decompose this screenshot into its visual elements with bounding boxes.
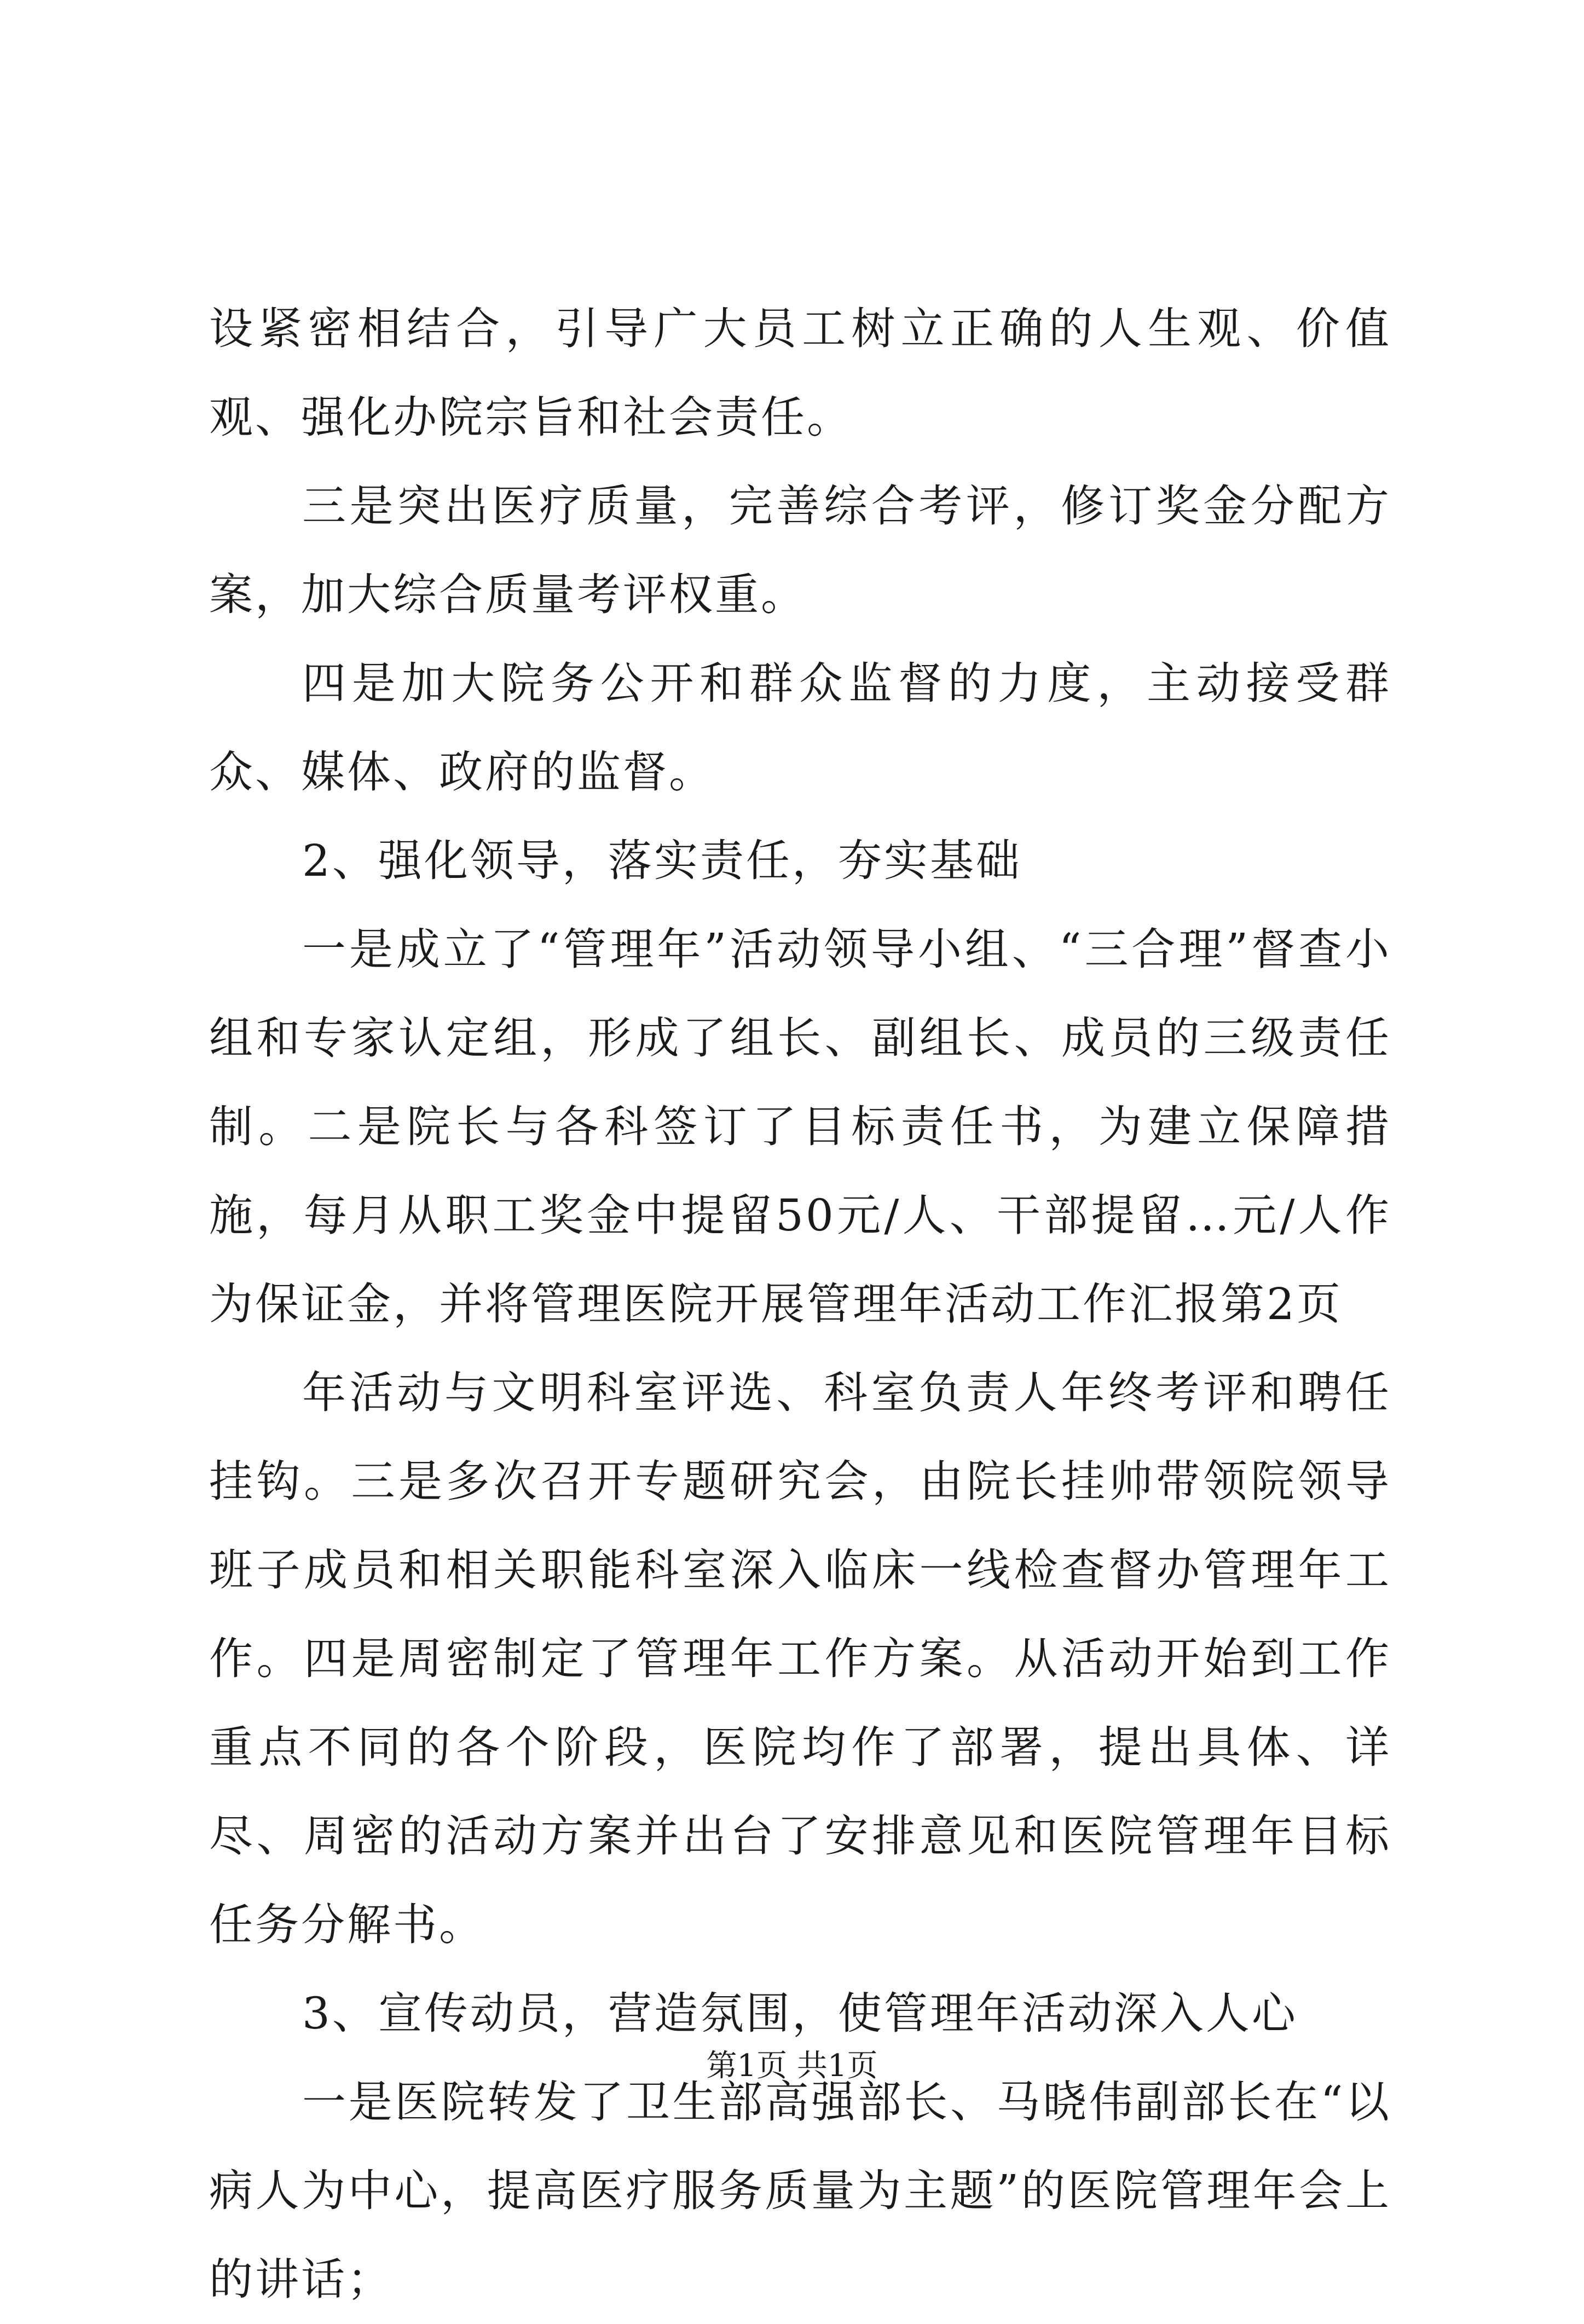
section-heading: 2、强化领导，落实责任，夯实基础 bbox=[302, 835, 1022, 886]
paragraph: 年活动与文明科室评选、科室负责人年终考评和聘任挂钩。三是多次召开专题研究会，由院长挂帅带领院领导班子成员和相关职能科室深入临床一线检查督办管理年工作。四是周密制定了管理年工作方案。从活动开始到工作重点不同的各个阶段，医院均作了部署，提出具体、详尽、周密的活动方案并出台了安排意见和医院管理年目标任务分解书。 bbox=[209, 1367, 1391, 1950]
paragraph: 一是医院转发了卫生部高强部长、马晓伟副部长在“以病人为中心，提高医疗服务质量为主题”的医院管理年会上的讲话； bbox=[209, 2077, 1391, 2305]
section-heading: 3、宣传动员，营造氛围，使管理年活动深入人心 bbox=[302, 1988, 1298, 2039]
document-body bbox=[209, 285, 1391, 2324]
paragraph: 四是加大院务公开和群众监督的力度，主动接受群众、媒体、政府的监督。 bbox=[209, 658, 1391, 797]
paragraph: 一是成立了“管理年”活动领导小组、“三合理”督查小组和专家认定组，形成了组长、副组长、成员的三级责任制。二是院长与各科签订了目标责任书，为建立保障措施，每月从职工奖金中提留50元/人、干部提留…元/人作为保证金，并将管理医院开展管理年活动工作汇报第2页 bbox=[209, 924, 1391, 1329]
page-footer: 第1页 共1页 bbox=[706, 2048, 878, 2084]
paragraph: 三是突出医疗质量，完善综合考评，修订奖金分配方案，加大综合质量考评权重。 bbox=[209, 481, 1391, 620]
paragraph: 设紧密相结合，引导广大员工树立正确的人生观、价值观、强化办院宗旨和社会责任。 bbox=[209, 303, 1391, 443]
